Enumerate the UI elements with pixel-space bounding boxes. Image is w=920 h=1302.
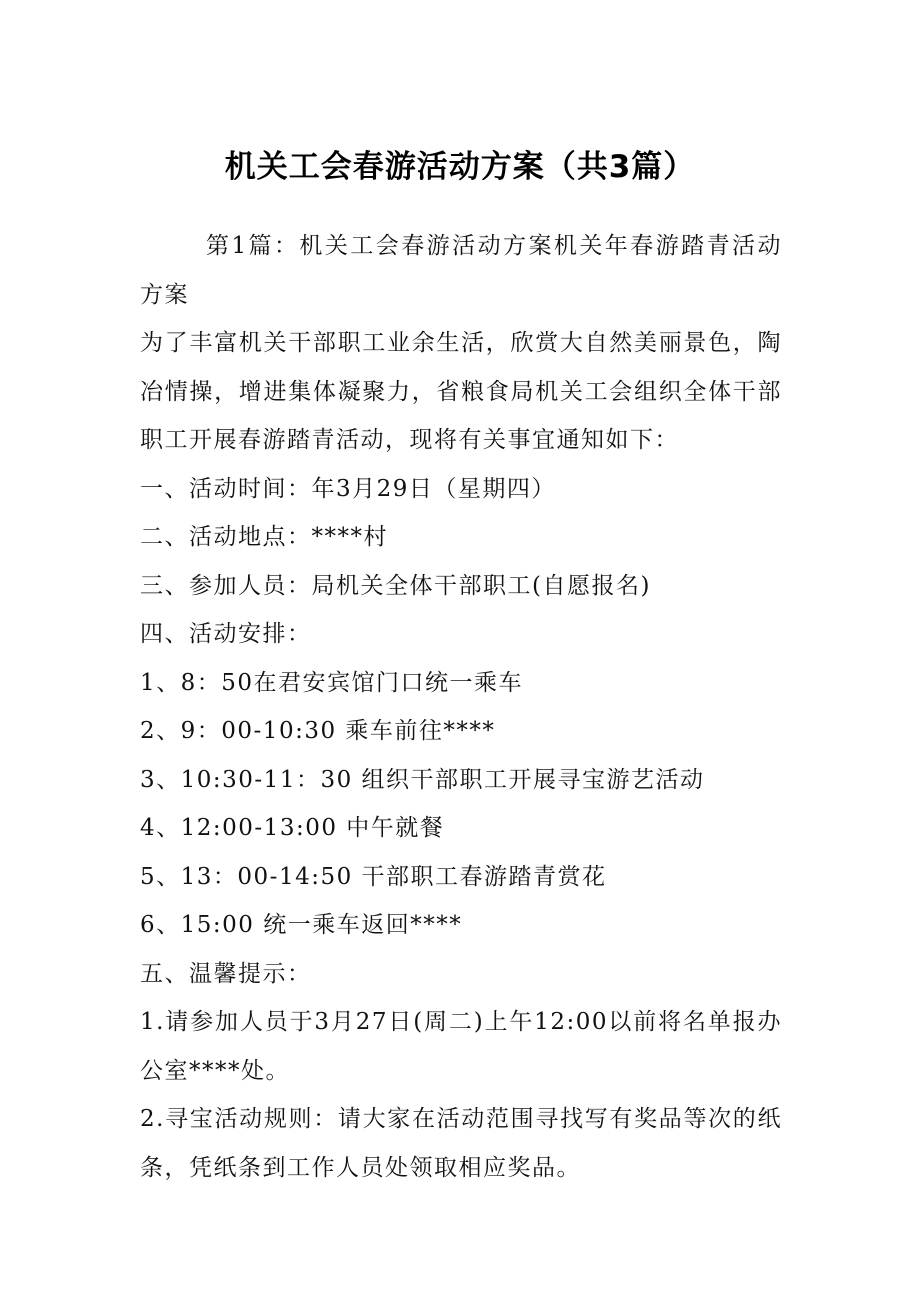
- schedule-item: 1、8：50在君安宾馆门口统一乘车: [140, 669, 524, 696]
- activity-location: 二、活动地点：****村: [140, 524, 388, 550]
- schedule-item: 2、9：00-10:30 乘车前往****: [140, 718, 496, 744]
- schedule-item: 4、12:00-13:00 中午就餐: [140, 815, 445, 841]
- schedule-item: 5、13：00-14:50 干部职工春游踏青赏花: [140, 863, 607, 890]
- tip-item: 2.寻宝活动规则：请大家在活动范围寻找写有奖品等次的纸条，凭纸条到工作人员处领取相应奖品。: [140, 1106, 782, 1181]
- section-heading: 第1篇：机关工会春游活动方案机关年春游踏青活动方案: [140, 233, 782, 308]
- schedule-item: 3、10:30-11：30 组织干部职工开展寻宝游艺活动: [140, 766, 705, 793]
- document-body: [140, 222, 782, 1192]
- schedule-item: 6、15:00 统一乘车返回****: [140, 912, 463, 938]
- activity-time: 一、活动时间：年3月29日（星期四）: [140, 475, 556, 502]
- document-title: 机关工会春游活动方案（共3篇）: [224, 149, 696, 185]
- participants: 三、参加人员：局机关全体干部职工(自愿报名): [140, 572, 651, 599]
- schedule-heading: 四、活动安排：: [140, 621, 312, 647]
- intro-paragraph: 为了丰富机关干部职工业余生活，欣赏大自然美丽景色，陶冶情操，增进集体凝聚力，省粮食局机关工会组织全体干部职工开展春游踏青活动，现将有关事宜通知如下：: [140, 330, 782, 453]
- tip-item: 1.请参加人员于3月27日(周二)上午12:00以前将名单报办公室****处。: [140, 1009, 782, 1084]
- tips-heading: 五、温馨提示：: [140, 960, 312, 987]
